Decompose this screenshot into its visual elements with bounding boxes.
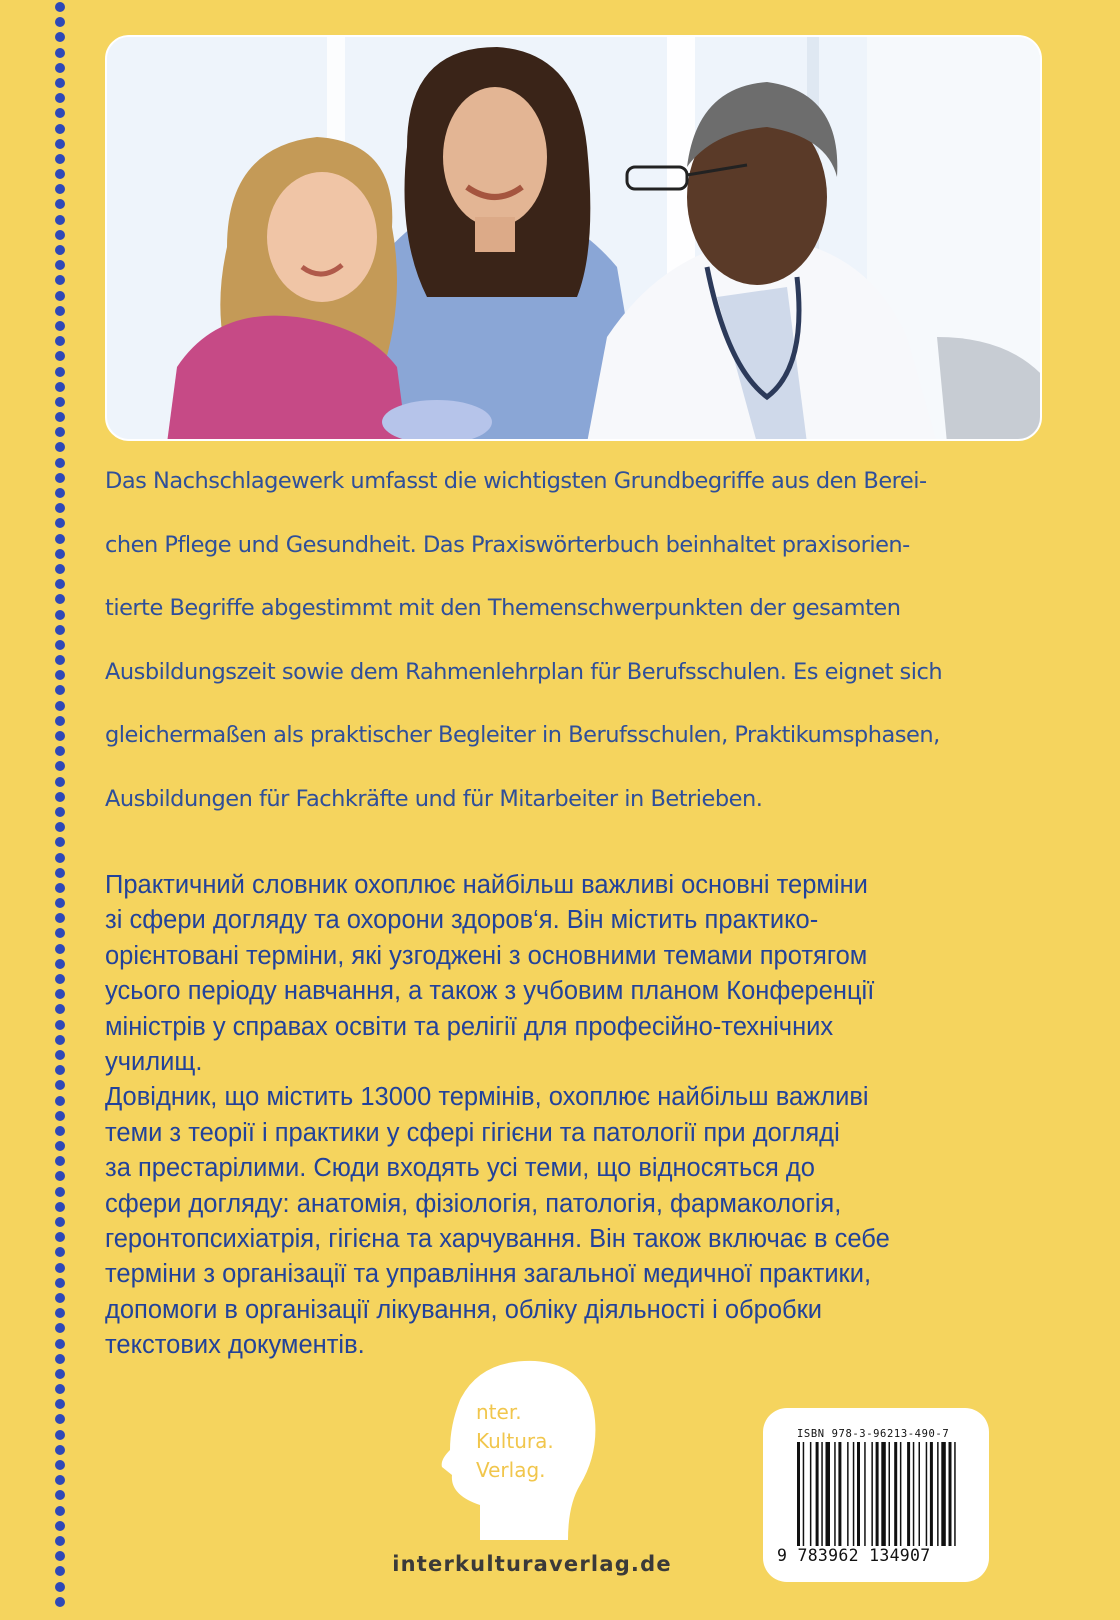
border-dot (55, 1399, 65, 1409)
border-dot (55, 579, 65, 589)
border-dot (55, 1263, 65, 1273)
barcode-bar (941, 1442, 946, 1546)
border-dot (55, 1247, 65, 1257)
border-dot (55, 291, 65, 301)
barcode-panel (763, 1408, 989, 1582)
border-dot (55, 32, 65, 42)
ukrainian-line: міністрів у справах освіти та релігії для професійно-технічних (105, 1012, 834, 1041)
border-dot (55, 427, 65, 437)
ean-number: 9 783962 134907 (777, 1546, 931, 1565)
barcode-bar (826, 1442, 831, 1546)
border-dot (55, 169, 65, 179)
border-dot (55, 442, 65, 452)
border-dot (55, 1414, 65, 1424)
border-dot (55, 716, 65, 726)
ukrainian-line: Практичний словник охоплює найбільш важливі основні терміни (105, 871, 868, 899)
german-line: tierte Begriffe abgestimmt mit den Themenschwerpunkten der gesamten (105, 595, 901, 622)
border-dot (55, 503, 65, 513)
publisher-logo-text (476, 1398, 554, 1485)
border-dot (55, 1050, 65, 1060)
border-dot (55, 746, 65, 756)
border-dot (55, 792, 65, 802)
barcode-bar (847, 1442, 849, 1546)
ukrainian-line: орієнтовані терміни, які узгоджені з основними темами протягом (105, 941, 868, 970)
barcode-bar (894, 1442, 897, 1546)
border-dot (55, 974, 65, 984)
border-dot (55, 610, 65, 620)
cover-photo (105, 35, 1042, 441)
barcode-bar (881, 1442, 886, 1546)
border-dot (55, 1490, 65, 1500)
border-dot (55, 701, 65, 711)
border-dot (55, 1141, 65, 1151)
border-dot (55, 1566, 65, 1576)
border-dot (55, 260, 65, 270)
barcode-bar (803, 1442, 805, 1546)
border-dot (55, 1293, 65, 1303)
border-dot (55, 731, 65, 741)
border-dot (55, 1035, 65, 1045)
border-dot (55, 199, 65, 209)
border-dot (55, 215, 65, 225)
border-dot (55, 640, 65, 650)
barcode-bar (810, 1442, 812, 1546)
barcode-bar (864, 1442, 866, 1546)
border-dot (55, 351, 65, 361)
barcode-bar (954, 1442, 956, 1546)
border-dot (55, 518, 65, 528)
border-dot (55, 989, 65, 999)
ukrainian-line: терміни з організації та управління загальної медичної практики, (105, 1260, 872, 1289)
border-dot (55, 1536, 65, 1546)
border-dot (55, 336, 65, 346)
ukrainian-line: зі сфери догляду та охорони здоров‘я. Він містить практико- (105, 906, 819, 935)
german-line: Das Nachschlagewerk umfasst die wichtigsten Grundbegriffe aus den Berei- (105, 468, 927, 494)
border-dot (55, 868, 65, 878)
border-dot (55, 655, 65, 665)
german-line: Ausbildungszeit sowie dem Rahmenlehrplan für Berufsschulen. Es eignet sich (105, 658, 943, 685)
ukrainian-line: усього періоду навчання, а також з учбовим планом Конференції (105, 977, 875, 1006)
border-dot (55, 1551, 65, 1561)
german-line: gleichermaßen als praktischer Begleiter in Berufsschulen, Praktikumsphasen, (105, 722, 940, 749)
barcode-bar (889, 1442, 891, 1546)
ukrainian-line: училищ. (105, 1047, 203, 1076)
border-dot (55, 1369, 65, 1379)
border-dot (55, 913, 65, 923)
ukrainian-line: текстових документів. (105, 1331, 365, 1360)
border-dot (55, 321, 65, 331)
border-dot (55, 1020, 65, 1030)
border-dot (55, 625, 65, 635)
border-dot (55, 1202, 65, 1212)
ukrainian-line: допомоги в організації лікування, обліку діяльності і обробки (105, 1295, 823, 1324)
logo-line: Verlag. (476, 1458, 546, 1482)
german-line: chen Pflege und Gesundheit. Das Praxiswörterbuch beinhaltet praxisorien- (105, 531, 910, 558)
border-dot (55, 898, 65, 908)
border-dot (55, 1430, 65, 1440)
border-dot (55, 1323, 65, 1333)
publisher-website: interkulturaverlag.de (392, 1552, 672, 1576)
border-dot (55, 685, 65, 695)
barcode-bar (930, 1442, 933, 1546)
barcode-bar (926, 1442, 928, 1546)
border-dot (55, 473, 65, 483)
border-dot (55, 1004, 65, 1014)
barcode-bar (907, 1442, 910, 1546)
border-dot (55, 761, 65, 771)
border-dot (55, 1096, 65, 1106)
border-dot (55, 93, 65, 103)
border-dot (55, 78, 65, 88)
border-dot (55, 397, 65, 407)
barcode-bar (913, 1442, 915, 1546)
border-dot (55, 944, 65, 954)
ukrainian-line: сфери догляду: анатомія, фізіологія, патологія, фармакологія, (105, 1189, 842, 1218)
border-dot (55, 184, 65, 194)
border-dot (55, 412, 65, 422)
ukrainian-line: теми з теорії і практики у сфері гігієни та патології при догляді (105, 1118, 840, 1147)
border-dot (55, 124, 65, 134)
border-dot (55, 382, 65, 392)
border-dot (55, 564, 65, 574)
barcode-bar (949, 1442, 952, 1546)
border-dot (55, 230, 65, 240)
border-dot (55, 1460, 65, 1470)
border-dot (55, 154, 65, 164)
border-dot (55, 1111, 65, 1121)
border-dot (55, 1506, 65, 1516)
barcode-bar (834, 1442, 836, 1546)
border-dot (55, 1065, 65, 1075)
border-dot (55, 594, 65, 604)
border-dot (55, 959, 65, 969)
ukrainian-description (105, 868, 1065, 1363)
border-dot (55, 1217, 65, 1227)
border-dot (55, 63, 65, 73)
border-dot (55, 807, 65, 817)
border-dot (55, 1171, 65, 1181)
border-dot (55, 1521, 65, 1531)
ukrainian-line: за престарілими. Сюди входять усі теми, що відносяться до (105, 1154, 815, 1183)
border-dot (55, 245, 65, 255)
barcode-bar (853, 1442, 855, 1546)
border-dot (55, 367, 65, 377)
barcode-bar (797, 1442, 800, 1546)
border-dot (55, 534, 65, 544)
barcode (797, 1442, 977, 1550)
border-dot (55, 1187, 65, 1197)
border-dot (55, 1278, 65, 1288)
border-dot (55, 1156, 65, 1166)
border-dot (55, 1080, 65, 1090)
barcode-bar (876, 1442, 879, 1546)
border-dot (55, 853, 65, 863)
barcode-bar (816, 1442, 819, 1546)
german-description (105, 468, 1095, 850)
border-dot (55, 48, 65, 58)
border-dot (55, 488, 65, 498)
border-dot (55, 306, 65, 316)
barcode-bar (857, 1442, 860, 1546)
isbn-label: ISBN 978-3-96213-490-7 (797, 1428, 950, 1440)
logo-line: nter. (476, 1400, 522, 1424)
border-dot (55, 275, 65, 285)
border-dot (55, 1384, 65, 1394)
border-dot (55, 1126, 65, 1136)
border-dot (55, 1354, 65, 1364)
border-dot (55, 670, 65, 680)
border-dot (55, 928, 65, 938)
border-dot (55, 1597, 65, 1607)
border-dot (55, 458, 65, 468)
border-dot (55, 822, 65, 832)
barcode-bar (937, 1442, 939, 1546)
barcode-bar (871, 1442, 873, 1546)
border-dot (55, 1308, 65, 1318)
border-dot (55, 1475, 65, 1485)
border-dot (55, 17, 65, 27)
logo-line: Kultura. (476, 1429, 554, 1453)
border-dot (55, 549, 65, 559)
border-dot (55, 883, 65, 893)
border-dot (55, 139, 65, 149)
german-line: Ausbildungen für Fachkräfte und für Mitarbeiter in Betrieben. (105, 785, 763, 812)
ukrainian-line: геронтопсихіатрія, гігієна та харчування. Він також включає в себе (105, 1224, 890, 1253)
border-dot (55, 1339, 65, 1349)
barcode-bar (900, 1442, 902, 1546)
border-dot (55, 837, 65, 847)
barcode-bar (838, 1442, 841, 1546)
border-dot (55, 1232, 65, 1242)
dotted-border (52, 0, 68, 1620)
border-dot (55, 108, 65, 118)
barcode-bar (919, 1442, 921, 1546)
barcode-bar (821, 1442, 823, 1546)
border-dot (55, 1582, 65, 1592)
border-dot (55, 1445, 65, 1455)
border-dot (55, 2, 65, 12)
ukrainian-line: Довідник, що містить 13000 термінів, охоплює найбільш важливі (105, 1083, 869, 1112)
border-dot (55, 777, 65, 787)
